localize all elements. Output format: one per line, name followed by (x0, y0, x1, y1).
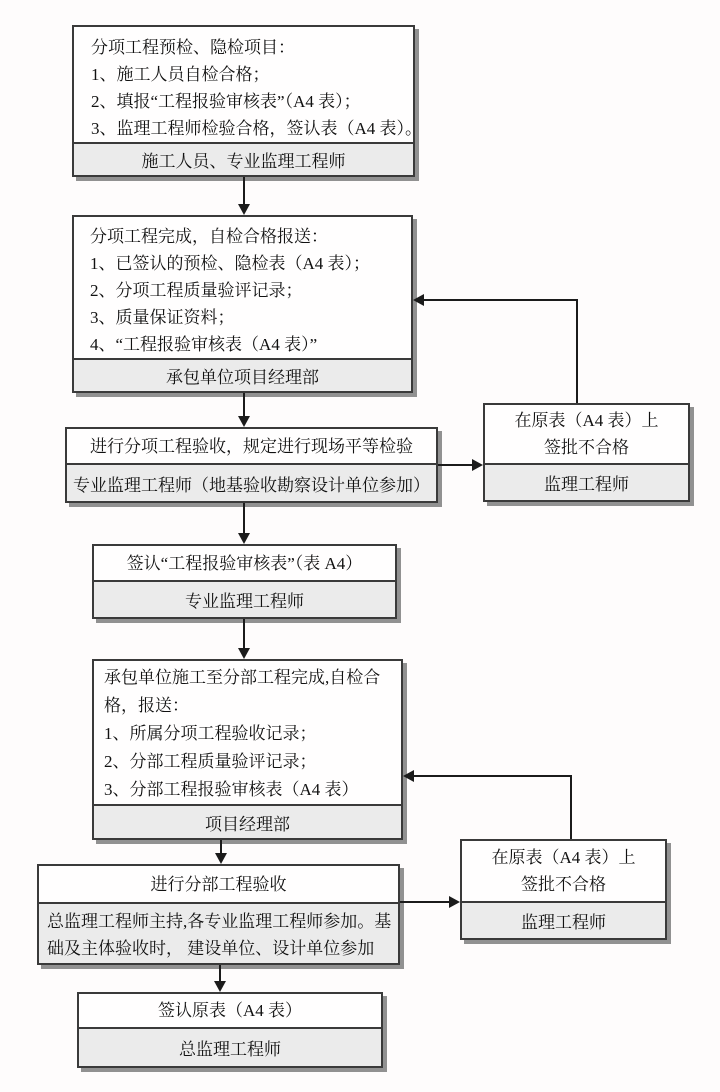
text-line: 1、所属分项工程验收记录； (104, 724, 317, 743)
responsible-party: 总监理工程师 (79, 1027, 381, 1066)
connector-line (414, 775, 572, 777)
connector-line (243, 177, 245, 204)
arrow-left-icon (413, 294, 424, 306)
responsible-party: 监理工程师 (485, 463, 688, 500)
text-line: 进行分项工程验收，规定进行现场平等检验 (90, 436, 413, 456)
arrow-left-icon (403, 770, 414, 782)
connector-line (243, 503, 245, 533)
text-line: 3、监理工程师检验合格，签认表（A4 表）。 (91, 119, 423, 138)
text-line: 3、分部工程报验审核表（A4 表） (104, 780, 359, 799)
connector-line (570, 776, 572, 839)
text-line: 2、分部工程质量验评记录； (104, 752, 317, 771)
responsible-party: 专业监理工程师（地基验收勘察设计单位参加） (67, 463, 436, 501)
text-line: 承包单位施工至分部工程完成,自检合 (104, 668, 381, 687)
step-sign-original-form-title (79, 994, 381, 1027)
arrow-right-icon (472, 459, 483, 471)
text-line: 1、施工人员自检合格； (91, 65, 270, 84)
reject-box-1-body (485, 405, 688, 463)
text-line: 1、已签认的预检、隐检表（A4 表）； (90, 254, 371, 273)
step-subitem-acceptance (65, 427, 438, 503)
text-line: 在原表（A4 表）上 (491, 848, 636, 867)
connector-line (438, 464, 472, 466)
text-line: 2、填报“工程报验审核表”（A4 表）； (91, 92, 361, 111)
reject-box-2 (460, 839, 667, 940)
connector-line (576, 300, 578, 403)
responsible-party: 项目经理部 (94, 804, 401, 838)
step-division-complete (92, 659, 403, 840)
responsible-party: 专业监理工程师 (94, 580, 395, 617)
step-pre-inspection (72, 25, 423, 177)
text-line: 签批不合格 (544, 438, 629, 457)
step-pre-inspection-body (74, 27, 423, 142)
text-line: 分项工程预检、隐检项目： (91, 38, 295, 57)
step-sign-review-form (92, 544, 397, 619)
reject-box-2-body (462, 841, 665, 901)
text-line: 3、质量保证资料； (90, 308, 235, 327)
step-division-complete-body (94, 661, 401, 804)
responsible-party: 监理工程师 (462, 901, 665, 938)
connector-line (219, 965, 221, 981)
text-line: 签批不合格 (521, 875, 606, 894)
connector-line (220, 840, 222, 853)
arrow-down-icon (215, 853, 227, 864)
step-division-acceptance (37, 864, 400, 965)
arrow-down-icon (238, 648, 250, 659)
text-line: 签认“工程报验审核表”（表 A4） (126, 553, 363, 573)
step-subitem-complete-body (74, 217, 411, 358)
reject-box-1 (483, 403, 690, 502)
connector-line (243, 619, 245, 648)
step-division-acceptance-title (39, 866, 398, 902)
arrow-down-icon (238, 204, 250, 215)
text-line: 2、分项工程质量验评记录； (90, 281, 303, 300)
text-line: 进行分部工程验收 (150, 874, 287, 894)
arrow-down-icon (238, 416, 250, 427)
text-line: 4、“工程报验审核表（A4 表）” (90, 335, 318, 354)
text-line: 签认原表（A4 表） (157, 1001, 303, 1020)
responsible-party: 总监理工程师主持,各专业监理工程师参加。基础及主体验收时， 建设单位、设计单位参加 (39, 902, 398, 963)
step-subitem-complete (72, 215, 413, 393)
text-line: 在原表（A4 表）上 (514, 411, 659, 430)
text-line: 格，报送： (104, 696, 189, 715)
responsible-party: 承包单位项目经理部 (74, 358, 411, 391)
step-sign-review-form-title (94, 546, 395, 580)
arrow-right-icon (449, 896, 460, 908)
responsible-party: 施工人员、专业监理工程师 (74, 142, 413, 175)
arrow-down-icon (214, 981, 226, 992)
connector-line (400, 901, 449, 903)
step-subitem-acceptance-title (67, 429, 436, 463)
connector-line (424, 299, 578, 301)
connector-line (243, 393, 245, 416)
step-sign-original-form (77, 992, 383, 1068)
text-line: 分项工程完成，自检合格报送： (90, 227, 328, 246)
arrow-down-icon (238, 533, 250, 544)
